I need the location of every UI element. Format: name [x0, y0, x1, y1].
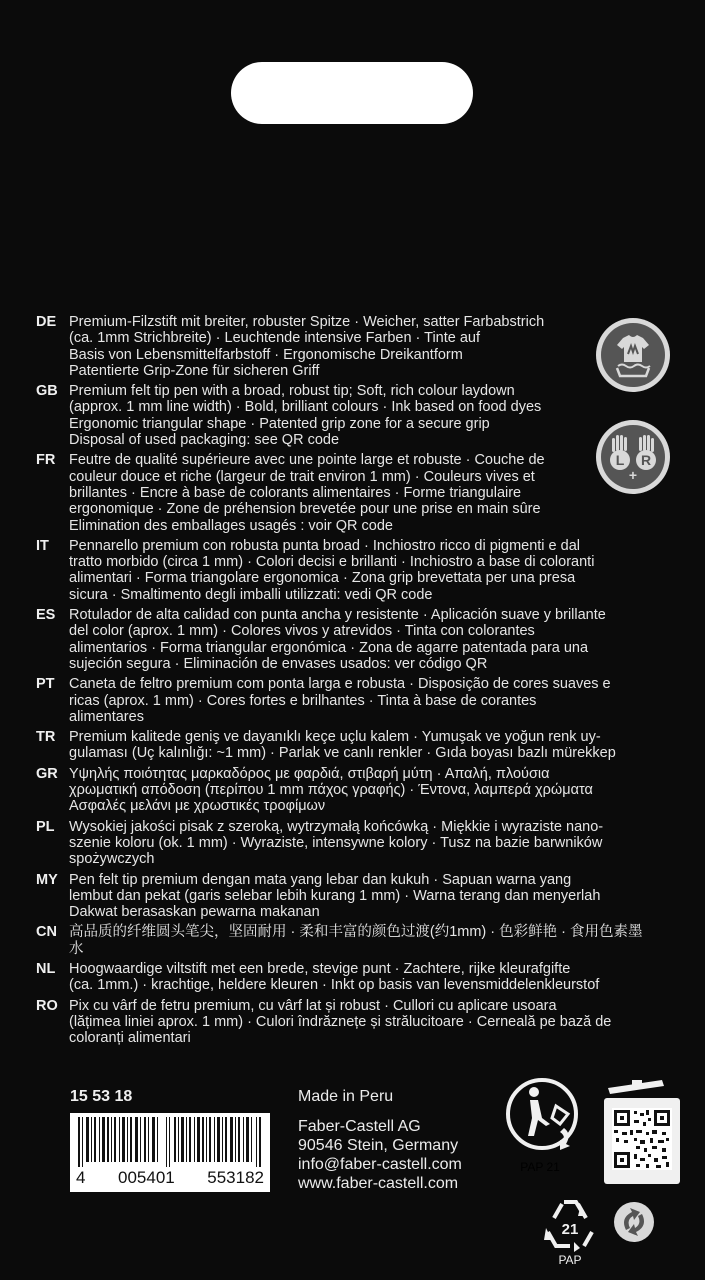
- svg-text:+: +: [628, 467, 638, 483]
- hang-hole: [231, 62, 473, 124]
- lang-gb: [36, 383, 646, 448]
- barcode-bars: [78, 1117, 262, 1167]
- qr-bin-icon: [600, 1078, 684, 1188]
- lang-text: Pen felt tip premium dengan mata yang lebar dan kukuh · Sapuan warna yang lembut dan pekat (garis selebar lebih kurang 1 mm) · Warna terang dan menyerlah Dakwat berasaskan pewarna makanan: [69, 871, 601, 921]
- barcode-digit-lead: 4: [76, 1168, 86, 1187]
- lang-text: Premium kalitede geniş ve dayanıklı keçe uçlu kalem · Yumuşak ve yoğun renk uy- gulaması (Uç kalınlığı: ~1 mm) · Parlak ve canlı renkler · Gıda boyası bazlı mürekkep: [69, 729, 616, 762]
- lang-de: [36, 314, 646, 379]
- lang-code: IT: [36, 537, 49, 554]
- lang-code: FR: [36, 452, 56, 469]
- lang-code: TR: [36, 729, 56, 746]
- lang-code: CN: [36, 924, 57, 941]
- pap-label: PAP: [558, 1253, 582, 1267]
- barcode-digits: [70, 1168, 270, 1188]
- lang-cn: [36, 924, 646, 957]
- lang-text: 高品质的纤维圆头笔尖，坚固耐用 · 柔和丰富的颜色过渡(约1mm) · 色彩鲜艳 · 食用色素墨水: [69, 924, 643, 957]
- lang-text: Caneta de feltro premium com ponta larga e robusta · Disposição de cores suaves e ricas (aprox. 1 mm) · Cores fortes e brilhantes · Tinta à base de corantes alimentares: [69, 676, 611, 725]
- pap21-recycle-icon: [540, 1198, 600, 1270]
- company-web: www.faber-castell.com: [298, 1175, 459, 1192]
- lang-nl: [36, 961, 646, 994]
- made-in: Made in Peru: [298, 1088, 394, 1105]
- lang-code: ES: [36, 607, 56, 624]
- lang-ro: [36, 998, 646, 1047]
- lang-code: RO: [36, 997, 58, 1014]
- lang-text: Pennarello premium con robusta punta broad · Inchiostro ricco di pigmenti e dal tratto morbido (circa 1 mm) · Colori decisi e brillanti · Inchiostro a base di coloranti alimentari · Forma triangolare ergonomica · Zona grip brevettata per una presa sicura · Smaltimento degli imballi utilizzati: vedi QR code: [69, 537, 595, 603]
- lang-text: Premium-Filzstift mit breiter, robuster Spitze · Weicher, satter Farbabstrich (ca. 1mm Strichbreite) · Leuchtende intensive Farben · Tinte auf Basis von Lebensmittelfarbstoff · Ergonomische Dreikantform Patentierte Grip-Zone für sicheren Griff: [69, 314, 545, 379]
- barcode-digits-right: 553182: [207, 1168, 264, 1187]
- lang-it: [36, 538, 646, 603]
- washable-icon: [596, 318, 670, 392]
- barcode: [70, 1113, 270, 1192]
- left-right-hand-icon: [596, 420, 670, 494]
- svg-text:L: L: [615, 452, 625, 468]
- company-address: [298, 1117, 462, 1193]
- language-descriptions: [36, 314, 646, 1050]
- lang-es: [36, 607, 646, 672]
- lang-code: PT: [36, 676, 55, 693]
- lang-text: Pix cu vârf de fetru premium, cu vârf lat și robust · Cullori cu aplicare usoara (lățimea liniei aprox. 1 mm) · Culori îndrăznețe și strălucitoare · Cerneală pe bază de coloranți alimentari: [69, 997, 612, 1047]
- lang-code: PL: [36, 818, 55, 835]
- lang-code: DE: [36, 314, 57, 330]
- lang-gr: [36, 766, 646, 815]
- lang-my: [36, 872, 646, 921]
- company-city: 90546 Stein, Germany: [298, 1137, 459, 1154]
- lang-code: GB: [36, 383, 58, 400]
- lang-code: MY: [36, 871, 58, 888]
- lang-pt: [36, 676, 646, 725]
- pap-code: PAP 21: [520, 1160, 560, 1174]
- tidyman-icon: [500, 1076, 590, 1176]
- lang-tr: [36, 729, 646, 762]
- pap-number: 21: [561, 1221, 579, 1238]
- lang-text: Hoogwaardige viltstift met een brede, stevige punt · Zachtere, rijke kleurafgifte (ca. 1mm.) · krachtige, heldere kleuren · Inkt op basis van levensmiddelenkleurstof: [69, 960, 600, 994]
- lang-text: Premium felt tip pen with a broad, robust tip; Soft, rich colour laydown (approx. 1 mm line width) · Bold, brilliant colours · Ink based on food dyes Ergonomic triangular shape · Patented grip zone for a secure grip Disposal of used packaging: see QR code: [69, 383, 542, 449]
- lang-text: Υψηλής ποιότητας μαρκαδόρος με φαρδιά, στιβαρή μύτη · Απαλή, πλούσια χρωματική απόδοση (περίπου 1 mm πάχος γραφής) · Έντονα, λαμπερά χρώματα Ασφαλές μελάνι με χρωστικές τροφίμων: [69, 765, 593, 815]
- company-name: Faber-Castell AG: [298, 1118, 421, 1135]
- article-number: 15 53 18: [70, 1088, 133, 1105]
- company-email: info@faber-castell.com: [298, 1156, 462, 1173]
- lang-text: Feutre de qualité supérieure avec une pointe large et robuste · Couche de couleur douce et riche (largeur de trait environ 1 mm) · Couleurs vives et brillantes · Encre à base de colorants alimentaires · Forme triangulaire ergonomique · Zone de préhension brevetée pour une prise en main sûre Elimination des emballages usagés : voir QR code: [69, 452, 545, 534]
- lang-code: GR: [36, 765, 58, 782]
- green-dot-icon: [612, 1200, 656, 1244]
- svg-text:R: R: [640, 452, 652, 468]
- lang-code: NL: [36, 960, 56, 977]
- lang-fr: [36, 452, 646, 533]
- barcode-digits-left: 005401: [118, 1168, 175, 1187]
- lang-text: Rotulador de alta calidad con punta ancha y resistente · Aplicación suave y brillante del color (aprox. 1 mm) · Colores vivos y atrevidos · Tinta con colorantes alimentarios · Forma triangular ergonómica · Zona de agarre patentada para una sujeción segura · Eliminación de envases usados: ver código QR: [69, 607, 606, 672]
- lang-pl: [36, 819, 646, 868]
- lang-text: Wysokiej jakości pisak z szeroką, wytrzymałą końcówką · Miękkie i wyraziste nano- szenie koloru (ok. 1 mm) · Wyraziste, intensywne kolory · Tusz na bazie barwników spożywczych: [69, 818, 604, 868]
